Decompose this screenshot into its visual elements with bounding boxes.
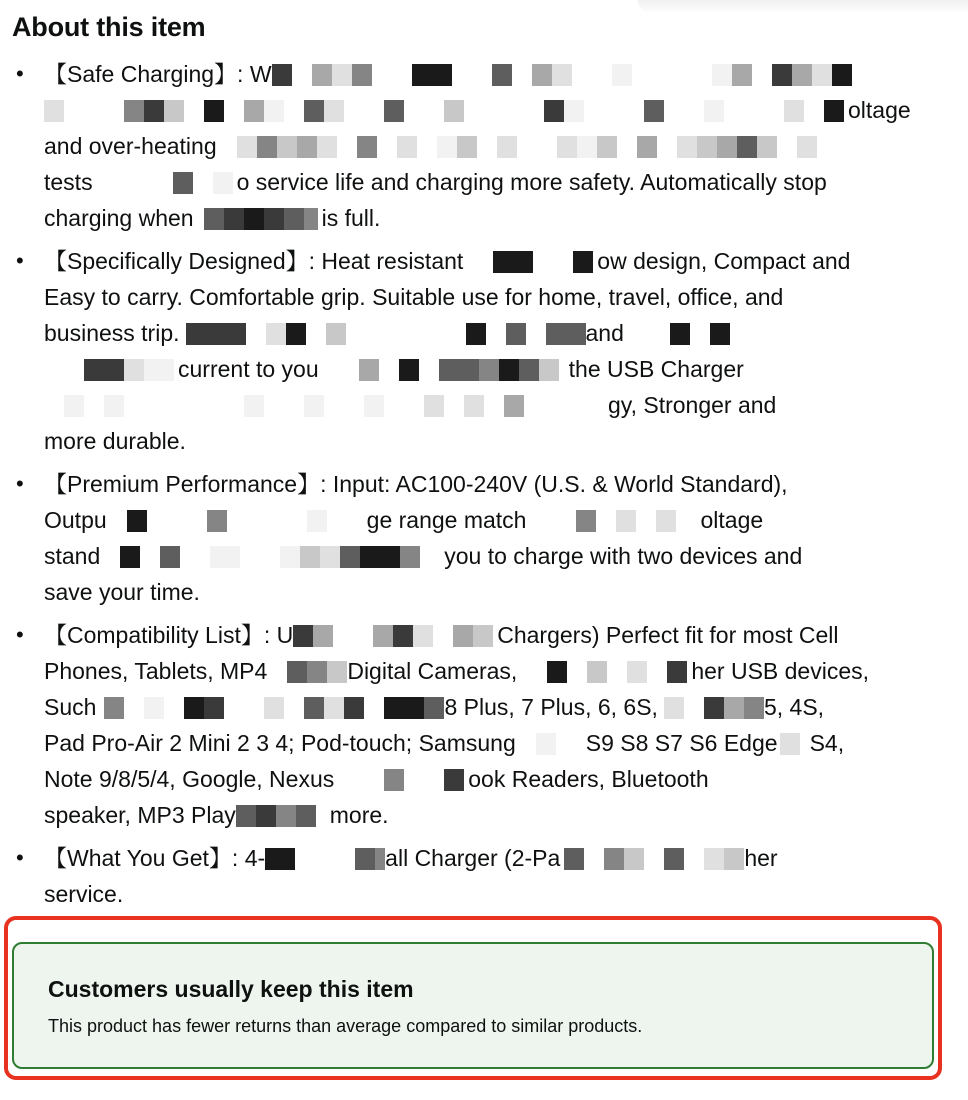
top-shadow <box>638 0 968 14</box>
redacted-text <box>319 359 559 381</box>
bullet-text: S9 S8 S7 S6 Edge <box>585 730 778 756</box>
bullet-text: 【Compatibility List】: U <box>44 622 294 648</box>
bullet-text: tests <box>44 169 93 195</box>
bullet-text: you to charge with two devices and <box>444 543 803 569</box>
bullet-text: and over-heating <box>44 133 217 159</box>
redacted-text <box>780 733 810 755</box>
feature-bullet-premium-performance <box>0 466 939 610</box>
redacted-text <box>536 510 696 532</box>
redacted-text <box>293 625 493 647</box>
redacted-text <box>236 805 326 827</box>
bullet-text: ow design, Compact and <box>597 248 851 274</box>
returns-callout <box>12 942 934 1069</box>
redacted-text <box>64 395 604 417</box>
bullet-text: ge range match <box>366 507 527 533</box>
bullet-text: the USB Charger <box>568 356 744 382</box>
bullet-text: and <box>585 320 624 346</box>
bullet-text: more. <box>329 802 389 828</box>
feature-bullet-safe-charging: • 【Safe Charging】: W oltage and over-heating tests o service life and charging more safety. Automatically stop charging when is full. <box>0 56 939 236</box>
bullet-text: ook Readers, Bluetooth <box>468 766 709 792</box>
bullet-text: Easy to carry. Comfortable grip. Suitable use for home, travel, office, and <box>44 284 784 310</box>
redacted-text <box>127 510 367 532</box>
redacted-text <box>564 848 744 870</box>
redacted-text <box>664 697 764 719</box>
bullet-text: gy, Stronger and <box>608 392 777 418</box>
bullet-text: all Charger (2-Pa <box>385 845 561 871</box>
bullet-text: Such <box>44 694 97 720</box>
bullet-text: charging when <box>44 205 194 231</box>
bullet-text: current to you <box>178 356 319 382</box>
redacted-text <box>204 208 318 230</box>
feature-bullet-list <box>0 56 939 919</box>
bullet-text: her USB devices, <box>691 658 870 684</box>
redacted-text <box>120 546 440 568</box>
bullet-text: Note 9/8/5/4, Google, Nexus <box>44 766 335 792</box>
callout-title: Customers usually keep this item <box>48 976 414 1002</box>
feature-bullet-what-you-get <box>0 840 939 912</box>
bullet-text: 【Safe Charging】: W <box>44 61 272 87</box>
redacted-text <box>96 697 444 719</box>
redacted-text <box>630 323 730 345</box>
feature-bullet-specifically-designed <box>0 243 939 459</box>
redacted-text <box>272 64 852 86</box>
redacted-text <box>267 661 347 683</box>
bullet-text: 【What You Get】: 4- <box>44 845 266 871</box>
redacted-text <box>265 848 385 870</box>
bullet-text: Pad Pro-Air 2 Mini 2 3 4; Pod-touch; Samsung <box>44 730 516 756</box>
bullet-text: Digital Cameras, <box>347 658 518 684</box>
bullet-text: her <box>744 845 778 871</box>
bullet-text: 8 Plus, 7 Plus, 6, 6S, <box>444 694 658 720</box>
feature-bullet-compatibility-list <box>0 617 939 833</box>
redacted-text <box>217 136 817 158</box>
redacted-text <box>44 359 174 381</box>
bullet-text: 【Specifically Designed】: Heat resistant <box>44 248 464 274</box>
bullet-text: Outpu <box>44 507 107 533</box>
redacted-text <box>516 733 586 755</box>
bullet-text: 【Premium Performance】: Input: AC100-240V (U.S. & World Standard), <box>44 471 788 497</box>
bullet-text: more durable. <box>44 428 186 454</box>
bullet-text: stand <box>44 543 101 569</box>
callout-text: This product has fewer returns than average compared to similar products. <box>48 1016 643 1036</box>
bullet-text: Phones, Tablets, MP4 <box>44 658 268 684</box>
redacted-text <box>173 172 233 194</box>
bullet-text: Chargers) Perfect fit for most Cell <box>497 622 839 648</box>
redacted-text <box>344 769 464 791</box>
bullet-text: speaker, MP3 Play <box>44 802 236 828</box>
bullet-text: save your time. <box>44 579 200 605</box>
section-title: About this item <box>12 12 206 42</box>
redacted-text <box>527 661 687 683</box>
redacted-text <box>44 100 844 122</box>
bullet-text: S4, <box>809 730 845 756</box>
bullet-text: oltage <box>700 507 764 533</box>
bullet-text: business trip. <box>44 320 180 346</box>
bullet-text: is full. <box>321 205 381 231</box>
bullet-text: service. <box>44 881 124 907</box>
redacted-text <box>493 251 593 273</box>
bullet-text: 5, 4S, <box>763 694 825 720</box>
redacted-text <box>186 323 586 345</box>
